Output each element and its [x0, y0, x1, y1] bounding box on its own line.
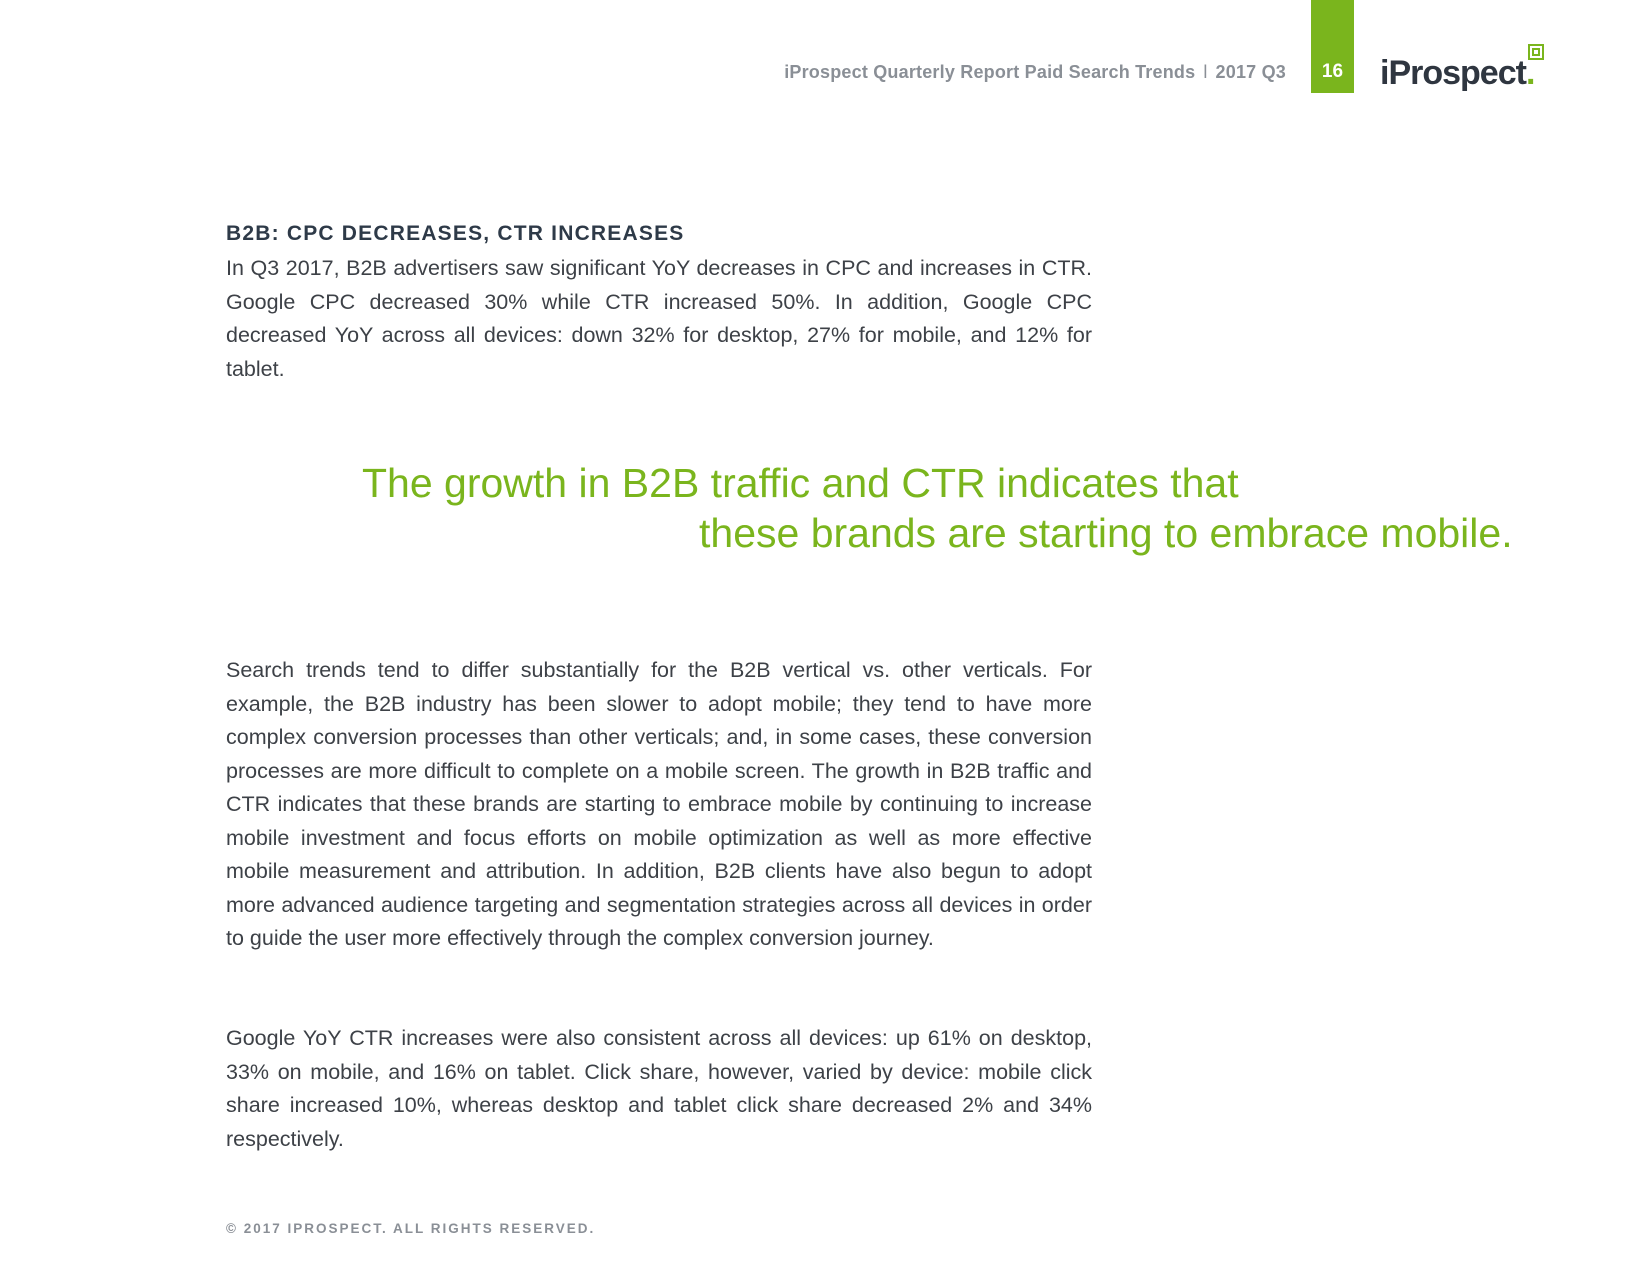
logo-text: iProspect: [1380, 54, 1526, 92]
intro-paragraph: In Q3 2017, B2B advertisers saw significant YoY decreases in CPC and increases in CTR. Google CPC decreased 30% while CTR increased 50%. In addition, Google CPC decreased YoY across all devices: down 32% for desktop, 27% for mobile, and 12% for tablet.: [226, 256, 1092, 381]
section-heading: B2B: CPC DECREASES, CTR INCREASES: [226, 222, 685, 245]
pull-quote-line-1: The growth in B2B traffic and CTR indicates that: [362, 460, 1239, 506]
report-header-title: [784, 62, 1286, 83]
pull-quote: [362, 458, 1542, 558]
body-paragraph-trends: Search trends tend to differ substantially for the B2B vertical vs. other verticals. For example, the B2B industry has been slower to adopt mobile; they tend to have more complex conversion processes than other verticals; and, in some cases, these conversion processes are more difficult to complete on a mobile screen. The growth in B2B traffic and CTR indicates that these brands are starting to embrace mobile by continuing to increase mobile investment and focus efforts on mobile optimization as well as more effective mobile measurement and attribution. In addition, B2B clients have also begun to adopt more advanced audience targeting and segmentation strategies across all devices in order to guide the user more effectively through the complex conversion journey.: [226, 658, 1092, 950]
body-paragraph-ctr: Google YoY CTR increases were also consistent across all devices: up 61% on desktop, 33% on mobile, and 16% on tablet. Click share, however, varied by device: mobile click share increased 10%, whereas desktop and tablet click share decreased 2% and 34% respectively.: [226, 1026, 1092, 1151]
page-number-tab: [1311, 0, 1354, 93]
report-period: 2017 Q3: [1215, 62, 1286, 82]
logo-dot: .: [1525, 54, 1535, 92]
logo-mark-icon: [1528, 44, 1544, 60]
header-separator: l: [1203, 62, 1208, 82]
iprospect-logo: [1380, 44, 1550, 96]
logo-wordmark: [1380, 54, 1534, 93]
report-title: iProspect Quarterly Report Paid Search Trends: [784, 62, 1196, 82]
copyright-footer: © 2017 IPROSPECT. ALL RIGHTS RESERVED.: [226, 1221, 596, 1236]
page-number: 16: [1321, 61, 1344, 82]
pull-quote-line-2: these brands are starting to embrace mobile.: [699, 510, 1513, 556]
